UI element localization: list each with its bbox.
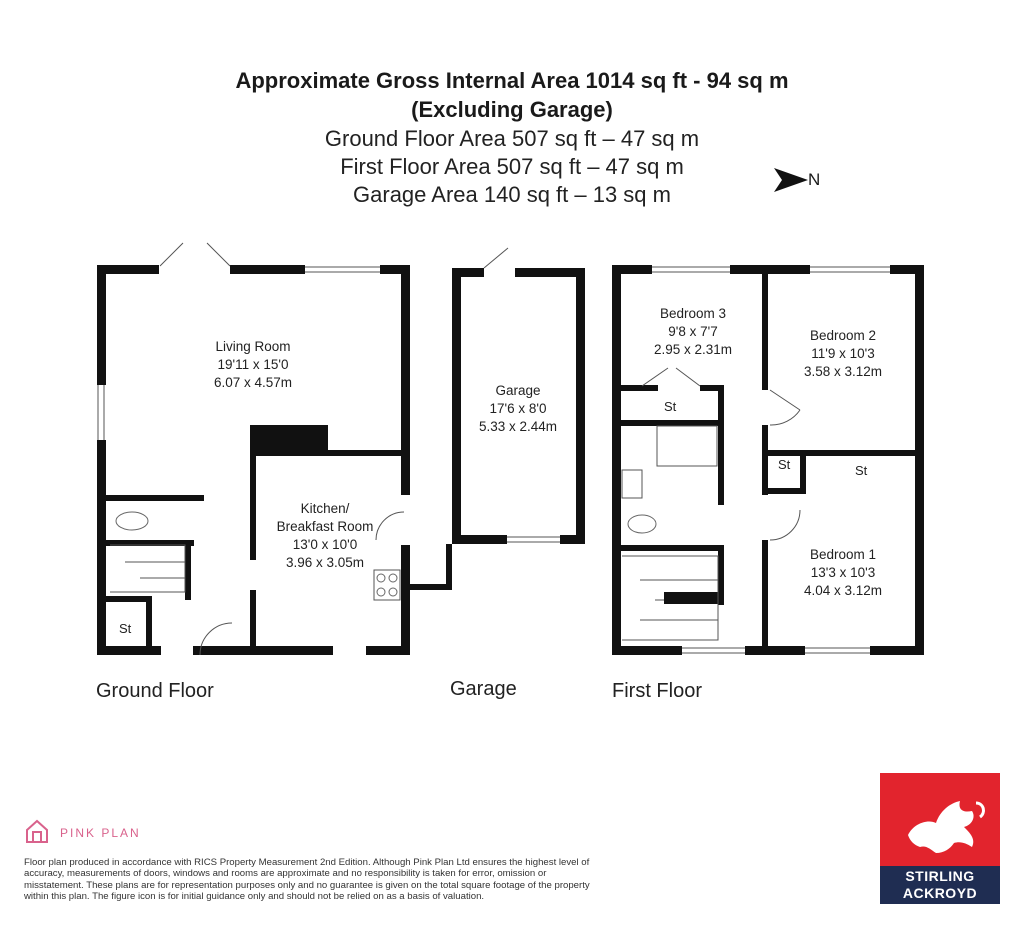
store-label-ground: St bbox=[119, 621, 132, 636]
bedroom-3-label bbox=[628, 305, 758, 359]
bedroom-1-imperial: 13'3 x 10'3 bbox=[810, 565, 876, 580]
garage-area: Garage Area 140 sq ft – 13 sq m bbox=[353, 182, 671, 207]
garage-metric: 5.33 x 2.44m bbox=[478, 419, 558, 434]
pink-plan-wordmark: PINK PLAN bbox=[60, 826, 141, 840]
bedroom-1-name: Bedroom 1 bbox=[809, 547, 877, 562]
bedroom-3-name: Bedroom 3 bbox=[659, 306, 727, 321]
bedroom-1-label bbox=[778, 546, 908, 600]
kitchen-name-line-2: Breakfast Room bbox=[276, 519, 374, 534]
stirling-ackroyd-logo bbox=[880, 773, 1000, 904]
brand-line-1: STIRLING bbox=[905, 868, 975, 884]
griffin-icon bbox=[880, 773, 1000, 866]
bedroom-2-label bbox=[778, 327, 908, 381]
brand-navy-panel bbox=[880, 866, 1000, 904]
title-line-1: Approximate Gross Internal Area 1014 sq ft - 94 sq m bbox=[235, 68, 789, 93]
pink-plan-logo-icon bbox=[24, 818, 50, 844]
ground-floor-label: Ground Floor bbox=[96, 680, 214, 702]
disclaimer-text: Floor plan produced in accordance with RICS Property Measurement 2nd Edition. Although Pink Plan Ltd ensures the highest level of accuracy, measurements of doors, windows and rooms are approximate and no responsibility is taken for error, omission or misstatement. These plans are for representation purposes only and no guarantee is given on the total square footage of the property within this plan. The figure icon is for initial guidance only and should not be relied on as a basis of valuation. bbox=[24, 857, 590, 903]
bedroom-1-metric: 4.04 x 3.12m bbox=[803, 583, 883, 598]
living-room-name: Living Room bbox=[215, 339, 291, 354]
brand-red-panel bbox=[880, 773, 1000, 866]
store-label-landing: St bbox=[778, 457, 791, 472]
store-label-bedroom-1: St bbox=[855, 463, 868, 478]
first-floor-label: First Floor bbox=[612, 680, 702, 702]
bedroom-3-imperial: 9'8 x 7'7 bbox=[668, 324, 718, 339]
garage-floor-label: Garage bbox=[450, 678, 517, 700]
living-room-metric: 6.07 x 4.57m bbox=[213, 375, 293, 390]
first-floor-area: First Floor Area 507 sq ft – 47 sq m bbox=[340, 154, 684, 179]
bedroom-2-imperial: 11'9 x 10'3 bbox=[811, 346, 875, 361]
kitchen-label bbox=[255, 500, 395, 572]
title-line-2: (Excluding Garage) bbox=[411, 97, 613, 122]
bedroom-3-metric: 2.95 x 2.31m bbox=[653, 342, 733, 357]
ground-floor-area: Ground Floor Area 507 sq ft – 47 sq m bbox=[324, 126, 700, 151]
brand-line-2: ACKROYD bbox=[902, 885, 978, 901]
bedroom-2-metric: 3.58 x 3.12m bbox=[803, 364, 883, 379]
garage-imperial: 17'6 x 8'0 bbox=[489, 401, 547, 416]
kitchen-metric: 3.96 x 3.05m bbox=[285, 555, 365, 570]
kitchen-imperial: 13'0 x 10'0 bbox=[292, 537, 358, 552]
kitchen-name-line-1: Kitchen/ bbox=[300, 501, 350, 516]
garage-label bbox=[462, 382, 574, 436]
bedroom-2-name: Bedroom 2 bbox=[809, 328, 877, 343]
garage-name: Garage bbox=[495, 383, 541, 398]
living-room-label bbox=[178, 338, 328, 392]
north-label: N bbox=[808, 170, 821, 189]
living-room-imperial: 19'11 x 15'0 bbox=[217, 357, 289, 372]
store-label-bedroom-3: St bbox=[664, 399, 677, 414]
